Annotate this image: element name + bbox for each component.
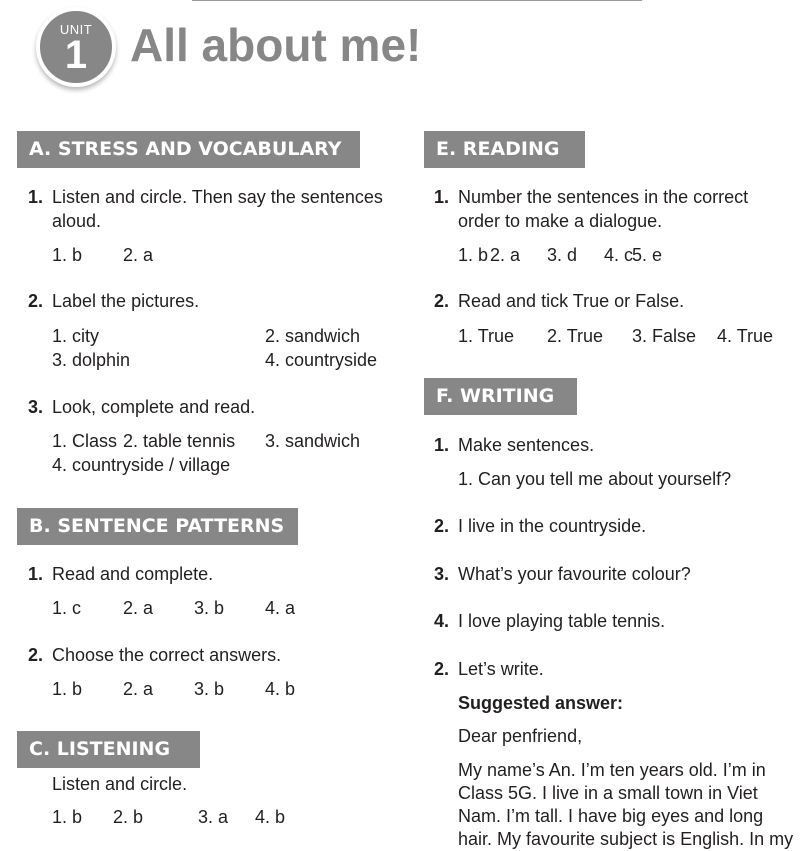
f-sentence: What’s your favourite colour? [458, 564, 691, 584]
section-b-banner: B. SENTENCE PATTERNS [17, 508, 298, 545]
e-q1-text-line1: Number the sentences in the correct [458, 187, 749, 207]
e-q2-number: 2. [434, 291, 450, 311]
e-q1-answer: 2. a [490, 245, 521, 265]
section-c-banner: C. LISTENING [17, 731, 200, 768]
b-q1-answer: 3. b [194, 598, 225, 618]
section-f-banner: F. WRITING [424, 378, 577, 415]
f-sentence-number: 4. [434, 611, 450, 631]
a-q2-answer: 2. sandwich [265, 326, 361, 346]
c-answer: 3. a [198, 807, 229, 827]
e-q1-answer: 3. d [547, 245, 578, 265]
e-q1-answer: 1. b [458, 245, 489, 265]
a-q2-answer: 3. dolphin [52, 350, 131, 370]
e-q1-text-line2: order to make a dialogue. [458, 211, 663, 231]
f-q1-text: Make sentences. [458, 435, 595, 455]
a-q3-answer: 3. sandwich [265, 431, 361, 451]
unit-number: 1 [64, 33, 88, 77]
c-text: Listen and circle. [52, 774, 188, 794]
a-q2-answer: 4. countryside [265, 350, 378, 370]
f-sentence: I live in the countryside. [458, 516, 647, 536]
b-q2-answer: 4. b [265, 679, 296, 699]
e-q1-answer: 5. e [632, 245, 663, 265]
b-q2-answer: 2. a [123, 679, 154, 699]
suggested-answer-label: Suggested answer: [458, 693, 624, 713]
f-q2-number: 2. [434, 659, 450, 679]
letter-line: hair. My favourite subject is English. In my [458, 829, 794, 849]
letter-line: My name’s An. I’m ten years old. I’m in [458, 760, 766, 780]
letter-line: Class 5G. I live in a small town in Viet [458, 783, 758, 803]
f-sentence-number: 3. [434, 564, 450, 584]
section-a-banner: A. STRESS AND VOCABULARY [17, 131, 360, 168]
section-e-banner: E. READING [424, 131, 585, 168]
a-q1-number: 1. [28, 187, 44, 207]
a-q1-text-line2: aloud. [52, 211, 102, 231]
e-q2-answer: 1. True [458, 326, 515, 346]
a-q3-answer: 4. countryside / village [52, 455, 231, 475]
c-answer: 2. b [113, 807, 144, 827]
b-q1-text: Read and complete. [52, 564, 214, 584]
f-sentence: 1. Can you tell me about yourself? [458, 469, 732, 489]
letter-greeting: Dear penfriend, [458, 726, 583, 746]
a-q3-answer: 1. Class [52, 431, 118, 451]
b-q1-answer: 2. a [123, 598, 154, 618]
e-q2-answer: 3. False [632, 326, 697, 346]
a-q1-answer: 2. a [123, 245, 154, 265]
letter-line: Nam. I’m tall. I have big eyes and long [458, 806, 764, 826]
f-sentence: I love playing table tennis. [458, 611, 666, 631]
b-q2-answer: 1. b [52, 679, 83, 699]
e-q2-answer: 2. True [547, 326, 604, 346]
a-q3-answer: 2. table tennis [123, 431, 236, 451]
e-q2-text: Read and tick True or False. [458, 291, 685, 311]
e-q2-answer: 4. True [717, 326, 774, 346]
b-q1-answer: 1. c [52, 598, 82, 618]
f-q2-text: Let’s write. [458, 659, 544, 679]
f-q1-number: 1. [434, 435, 450, 455]
b-q1-answer: 4. a [265, 598, 296, 618]
c-answer: 4. b [255, 807, 286, 827]
b-q2-text: Choose the correct answers. [52, 645, 282, 665]
top-rule [192, 0, 642, 1]
page-title: All about me! [130, 19, 422, 71]
a-q3-number: 3. [28, 397, 44, 417]
a-q3-text: Look, complete and read. [52, 397, 256, 417]
e-q1-answer: 4. c [604, 245, 634, 265]
b-q2-number: 2. [28, 645, 44, 665]
a-q2-text: Label the pictures. [52, 291, 200, 311]
a-q2-number: 2. [28, 291, 44, 311]
unit-badge [36, 7, 116, 87]
unit-label: UNIT [59, 22, 93, 37]
b-q2-answer: 3. b [194, 679, 225, 699]
e-q1-number: 1. [434, 187, 450, 207]
a-q1-text-line1: Listen and circle. Then say the sentences [52, 187, 383, 207]
f-sentence-number: 2. [434, 516, 450, 536]
b-q1-number: 1. [28, 564, 44, 584]
c-answer: 1. b [52, 807, 83, 827]
a-q2-answer: 1. city [52, 326, 100, 346]
a-q1-answer: 1. b [52, 245, 83, 265]
